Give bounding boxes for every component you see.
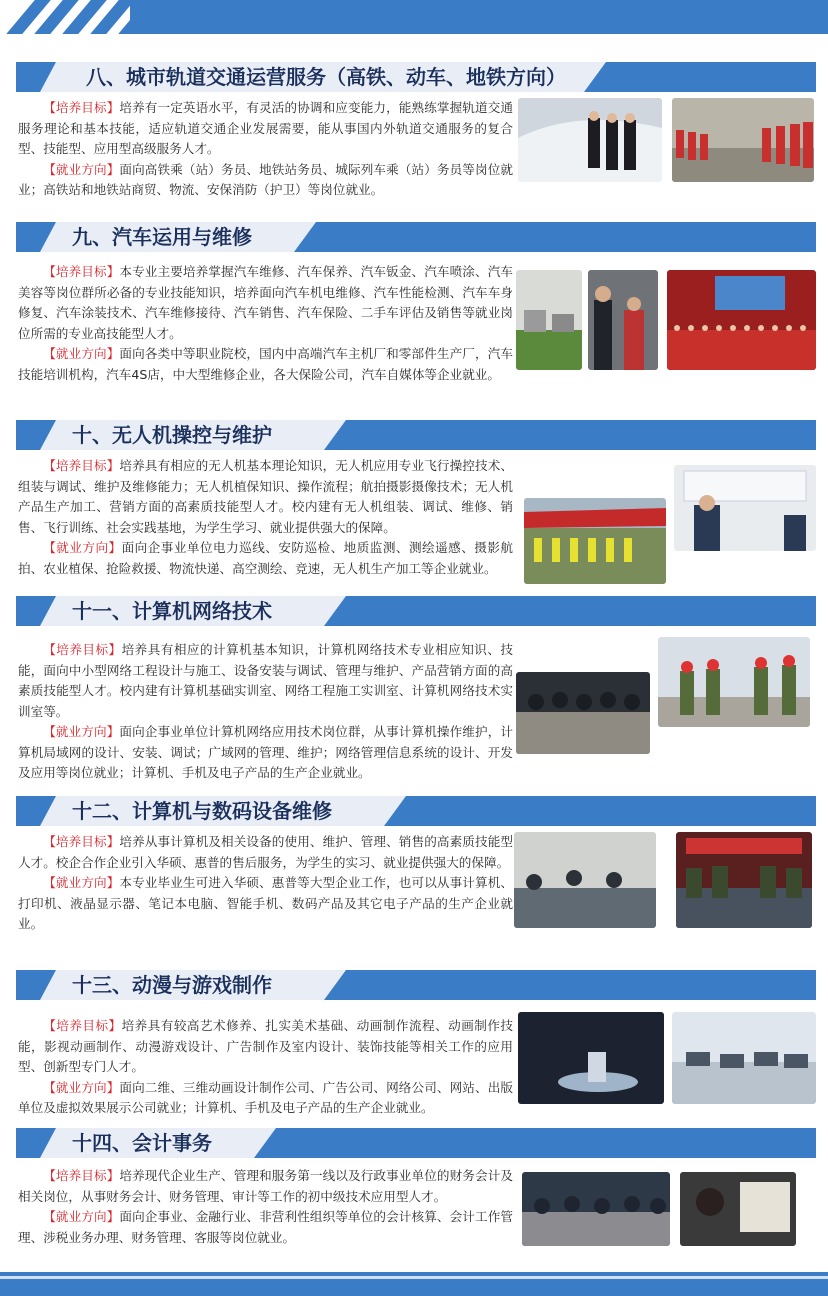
photo-engine-lab [516, 270, 582, 370]
section-body-accounting [18, 1166, 513, 1248]
job-label: 【就业方向】 [43, 161, 120, 177]
job-text: 面向企事业、金融行业、非营利性组织等单位的会计核算、会计工作管理、涉税业务办理、财务管理、客服等岗位就业。 [18, 1209, 514, 1245]
goal-text: 培养现代企业生产、管理和服务第一线以及行政事业单位的财务会计及相关岗位，从事财务会计、财务管理、审计等工作的初中级技术应用型人才。 [18, 1168, 514, 1204]
photo-ceremony [667, 270, 816, 370]
goal-text: 培养具有相应的无人机基本理论知识，无人机应用专业飞行操控技术、组装与调试、维护及维修能力；无人机植保知识、操作流程；航拍摄影摄像技术；无人机产品生产加工、营销方面的高素质技能型人才。校内建有无人机组装、调试、维修、销售、飞行训练、社会实践基地，为学生学习、就业提供强大的保障。 [18, 458, 514, 535]
job-text: 本专业毕业生可进入华硕、惠普等大型企业工作，也可以从事计算机、打印机、液晶显示器、笔记本电脑、智能手机、数码产品及其它电子产品的生产企业就业。 [18, 875, 514, 931]
section-body-network [18, 640, 513, 784]
job-label: 【就业方向】 [43, 346, 120, 361]
goal-label: 【培养目标】 [43, 642, 122, 657]
photo-game-lab [672, 1012, 816, 1104]
section-header-drone [16, 420, 816, 450]
job-label: 【就业方向】 [43, 1209, 120, 1224]
section-body-drone [18, 456, 513, 579]
photo-accounting-class [522, 1172, 670, 1246]
goal-text: 培养具有较高艺术修养、扎实美术基础、动画制作流程、动画制作技能，影视动画制作、动漫游戏设计、广告制作及室内设计、装饰技能等相关工作的应用型、创新型专门人才。 [18, 1018, 514, 1074]
goal-label: 【培养目标】 [43, 834, 120, 849]
goal-text: 培养有一定英语水平，有灵活的协调和应变能力，能熟练掌握轨道交通服务理论和基本技能，适应轨道交通企业发展需要，能从事国内外轨道交通服务的复合型、技能型、应用型高级服务人才。 [18, 100, 514, 156]
section-header-digital-repair [16, 796, 816, 826]
banner-stripes-decoration [0, 0, 130, 34]
photo-repair-class [514, 832, 656, 928]
job-label: 【就业方向】 [43, 875, 120, 890]
photo-workshop-visit [588, 270, 658, 370]
goal-label: 【培养目标】 [43, 1018, 122, 1033]
job-text: 面向高铁乘（站）务员、地铁站务员、城际列车乘（站）务员等岗位就业；高铁站和地铁站商贸、物流、安保消防（护卫）等岗位就业。 [18, 161, 514, 197]
job-label: 【就业方向】 [43, 1079, 120, 1095]
goal-text: 培养从事计算机及相关设备的使用、维护、管理、销售的高素质技能型人才。校企合作企业引入华硕、惠普的售后服务，为学生的实习、就业提供强大的保障。 [18, 834, 514, 870]
section-header-network [16, 596, 816, 626]
section-title: 十一、计算机网络技术 [72, 599, 272, 623]
bottom-banner [0, 1272, 828, 1296]
job-text: 面向企事业单位计算机网络应用技术岗位群，从事计算机操作维护，计算机局域网的设计、安装、调试；广域网的管理、维护；网络管理信息系统的设计、开发及应用等岗位就业；计算机、手机及电子产品的生产企业就业。 [18, 724, 514, 780]
photo-network-site [658, 637, 810, 727]
job-label: 【就业方向】 [43, 540, 122, 555]
section-body-digital-repair [18, 832, 513, 935]
job-text: 面向二维、三维动画设计制作公司、广告公司、网络公司、网站、出版单位及虚拟效果展示公司就业；计算机、手机及电子产品的生产企业就业。 [18, 1079, 514, 1115]
section-body-rail-transit [18, 98, 513, 201]
photo-crew-lineup [672, 98, 814, 182]
section-header-accounting [16, 1128, 816, 1158]
section-header-auto-repair [16, 222, 816, 252]
section-header-animation [16, 970, 816, 1000]
photo-repair-training [676, 832, 812, 928]
photo-train-staff [518, 98, 662, 182]
section-title: 八、城市轨道交通运营服务（高铁、动车、地铁方向） [86, 65, 566, 89]
section-title: 十三、动漫与游戏制作 [72, 973, 272, 997]
section-title: 十四、会计事务 [72, 1131, 212, 1155]
section-title: 九、汽车运用与维修 [72, 225, 252, 249]
photo-drone-tent [524, 498, 666, 584]
goal-label: 【培养目标】 [43, 1168, 120, 1183]
section-header-rail-transit [16, 62, 816, 92]
goal-text: 培养具有相应的计算机基本知识，计算机网络技术专业相应知识、技能，面向中小型网络工程设计与施工、设备安装与调试、管理与维护、产品营销方面的高素质技能型人才。校内建有计算机基础实训室、网络工程施工实训室、计算机网络技术实训室等。 [18, 642, 514, 719]
photo-animation-studio [518, 1012, 664, 1104]
job-text: 面向企事业单位电力巡线、安防巡检、地质监测、测绘遥感、摄影航拍、农业植保、抢险救援、物流快递、高空测绘、竞速，无人机生产加工等企业就业。 [18, 540, 514, 576]
goal-text: 本专业主要培养掌握汽车维修、汽车保养、汽车钣金、汽车喷涂、汽车美容等岗位群所必备的专业技能知识，培养面向汽车机电维修、汽车性能检测、汽车车身修复、汽车涂装技术、汽车维修接待、汽车销售、汽车保险、二手车评估及销售等就业岗位所需的专业高技能型人才。 [18, 264, 514, 341]
photo-accounting-practice [680, 1172, 796, 1246]
job-label: 【就业方向】 [43, 724, 120, 739]
section-title: 十二、计算机与数码设备维修 [72, 799, 332, 823]
photo-computer-lab [516, 672, 650, 754]
goal-label: 【培养目标】 [43, 264, 120, 279]
goal-label: 【培养目标】 [43, 458, 120, 473]
photo-drone-lab [674, 465, 816, 551]
section-title: 十、无人机操控与维护 [72, 423, 272, 447]
top-banner [0, 0, 828, 34]
goal-label: 【培养目标】 [43, 100, 120, 115]
job-text: 面向各类中等职业院校，国内中高端汽车主机厂和零部件生产厂，汽车技能培训机构，汽车4S店，中大型维修企业，各大保险公司，汽车自媒体等企业就业。 [18, 346, 514, 382]
section-body-animation [18, 1016, 513, 1119]
section-body-auto-repair [18, 262, 513, 385]
